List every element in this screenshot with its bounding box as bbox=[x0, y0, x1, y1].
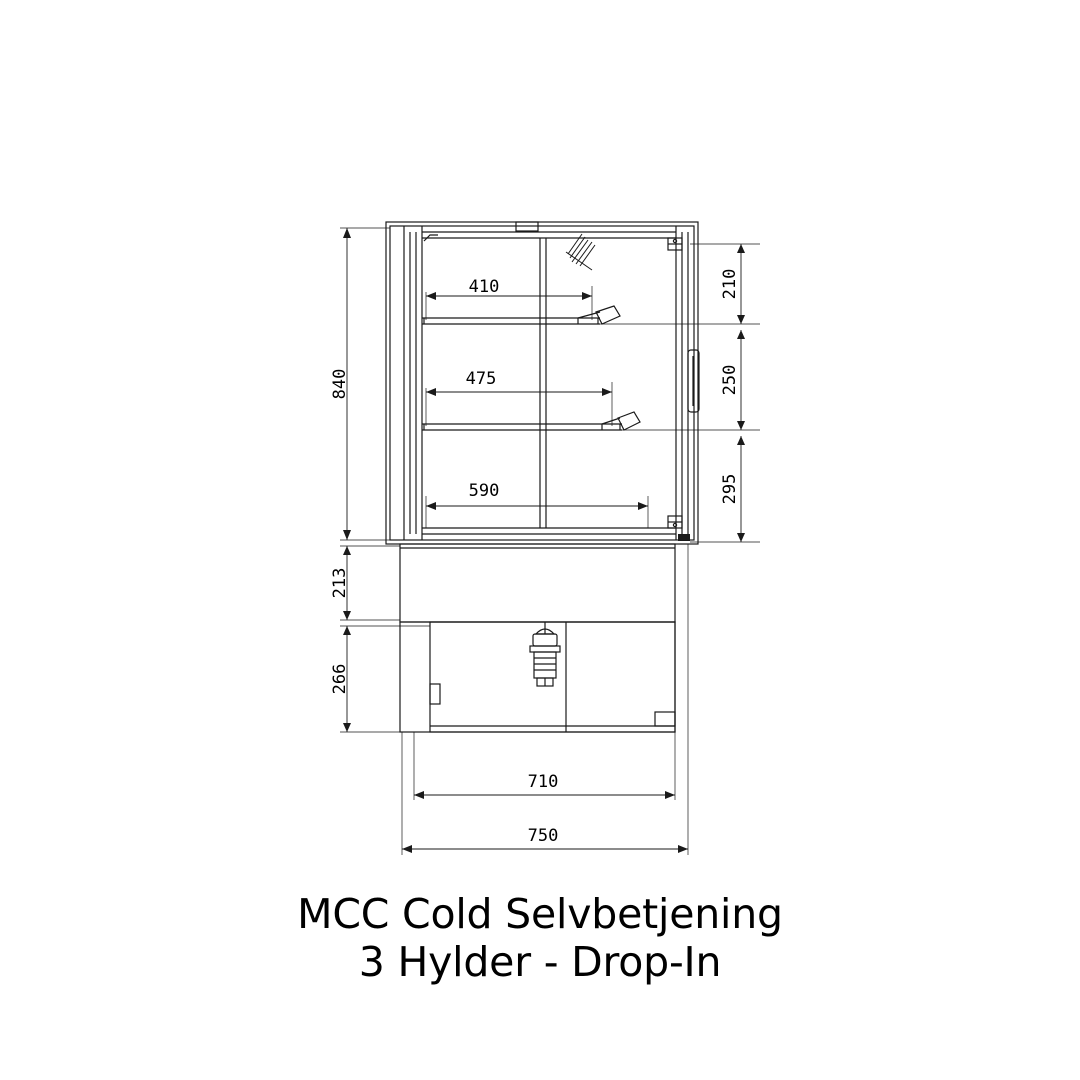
base-upper bbox=[400, 544, 675, 622]
right-frame-post bbox=[676, 226, 688, 540]
left-frame-post bbox=[404, 226, 422, 540]
product-caption bbox=[0, 890, 1080, 987]
bottom-rail bbox=[422, 528, 676, 534]
dim-label-250: 250 bbox=[720, 364, 740, 396]
caption-line-1: MCC Cold Selvbetjening bbox=[297, 890, 783, 938]
center-divider bbox=[540, 238, 546, 528]
dim-label-213: 213 bbox=[330, 567, 350, 599]
dim-label-590: 590 bbox=[468, 481, 500, 501]
caption-line-2: 3 Hylder - Drop-In bbox=[358, 938, 722, 987]
coil-detail bbox=[566, 234, 595, 270]
hinge-top bbox=[668, 238, 682, 250]
door-handle bbox=[688, 350, 699, 412]
dimension-labels bbox=[330, 269, 740, 846]
foot-right bbox=[678, 534, 690, 541]
dimension-lines bbox=[340, 228, 760, 855]
dim-label-295: 295 bbox=[720, 473, 740, 505]
shelf-top bbox=[422, 318, 600, 324]
shelf-middle bbox=[422, 424, 622, 430]
dim-label-750: 750 bbox=[527, 826, 559, 846]
base-lower bbox=[400, 622, 675, 732]
dim-label-410: 410 bbox=[468, 277, 500, 297]
top-rail bbox=[422, 222, 676, 241]
compressor-assembly bbox=[530, 622, 566, 732]
shelf-bracket-top bbox=[578, 306, 620, 324]
dim-label-266: 266 bbox=[330, 663, 350, 695]
dim-label-475: 475 bbox=[465, 369, 497, 389]
dim-label-840: 840 bbox=[330, 368, 350, 400]
dim-label-710: 710 bbox=[527, 772, 559, 792]
hinge-bottom bbox=[668, 516, 682, 528]
dim-label-210: 210 bbox=[720, 268, 740, 300]
glass-cabinet-outline bbox=[386, 222, 698, 544]
shelf-bracket-middle bbox=[602, 412, 640, 430]
